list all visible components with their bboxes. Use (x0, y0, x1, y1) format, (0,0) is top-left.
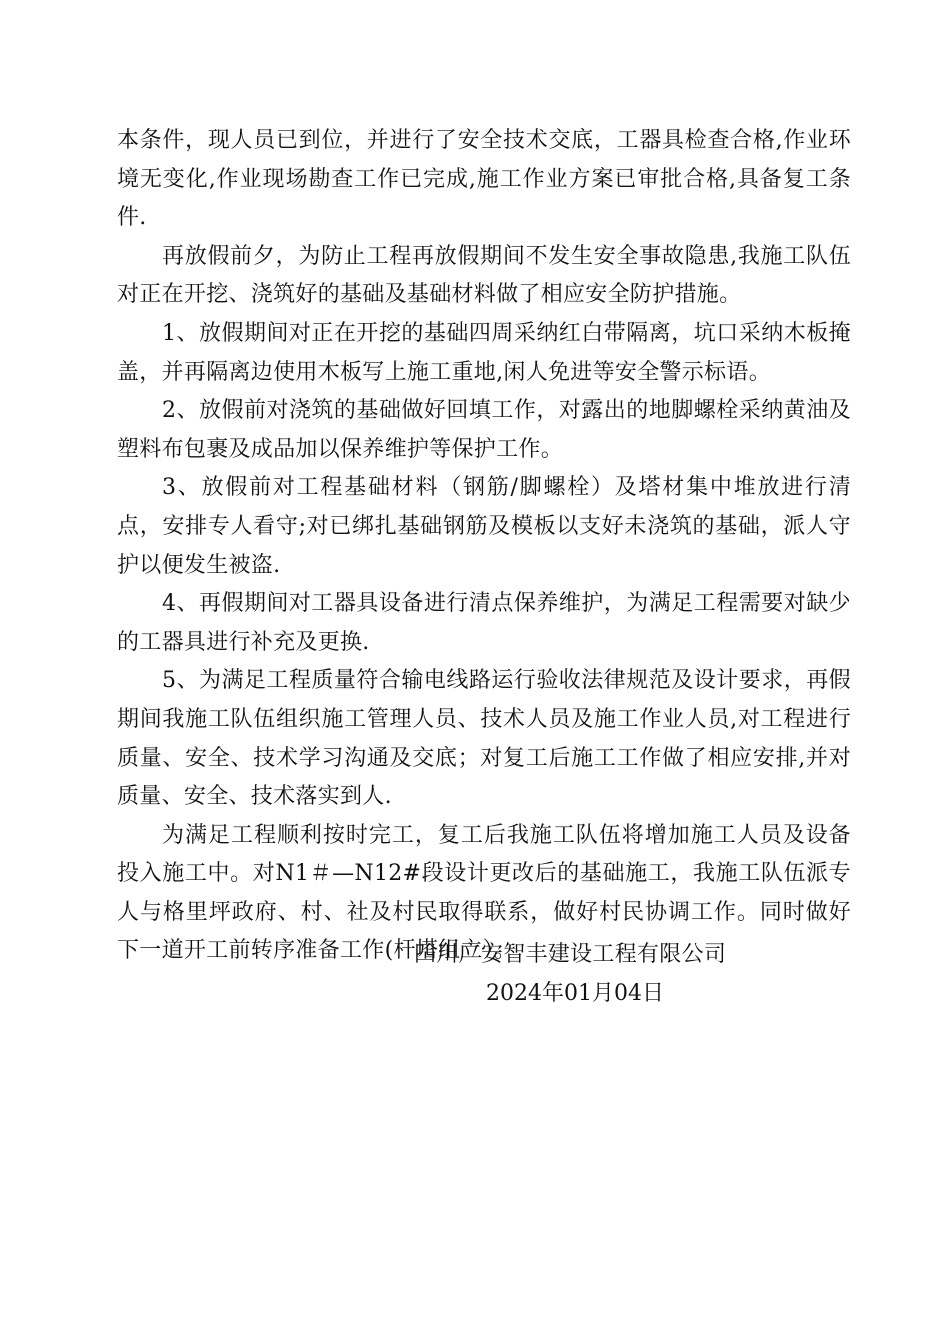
paragraph-continuation: 本条件，现人员已到位，并进行了安全技术交底，工器具检查合格,作业环境无变化,作业现场勘查工作已完成,施工作业方案已审批合格,具备复工条件. (117, 128, 851, 231)
paragraph-item-2: 2、放假前对浇筑的基础做好回填工作，对露出的地脚螺栓采纳黄油及塑料布包裹及成品加以保养维护等保护工作。 (117, 398, 851, 462)
paragraph-conclusion: 为满足工程顺利按时完工，复工后我施工队伍将增加施工人员及设备投入施工中。对N1＃—N12#段设计更改后的基础施工，我施工队伍派专人与格里坪政府、村、社及村民取得联系，做好村民协调工作。同时做好下一道开工前转序准备工作(杆塔组立）。 (117, 822, 851, 964)
paragraph-item-1: 1、放假期间对正在开挖的基础四周采纳红白带隔离，坑口采纳木板掩盖，并再隔离边使用木板写上施工重地,闲人免进等安全警示标语。 (117, 320, 851, 385)
document-body (117, 122, 851, 971)
paragraph-item-4: 4、再假期间对工器具设备进行清点保养维护，为满足工程需要对缺少的工器具进行补充及更换. (117, 591, 851, 655)
paragraph-item-3: 3、放假前对工程基础材料（钢筋/脚螺栓）及塔材集中堆放进行清点，安排专人看守;对已绑扎基础钢筋及模板以支好未浇筑的基础，派人守护以便发生被盗. (117, 475, 851, 578)
company-name: 四川广安智丰建设工程有限公司 (414, 942, 727, 967)
paragraph-item-5: 5、为满足工程质量符合输电线路运行验收法律规范及设计要求，再假期间我施工队伍组织施工管理人员、技术人员及施工作业人员,对工程进行质量、安全、技术学习沟通及交底；对复工后施工工作做了相应安排,并对质量、安全、技术落实到人. (117, 668, 851, 810)
paragraph-intro: 再放假前夕，为防止工程再放假期间不发生安全事故隐患,我施工队伍对正在开挖、浇筑好的基础及基础材料做了相应安全防护措施。 (117, 243, 851, 308)
document-date: 2024年01月04日 (486, 981, 664, 1006)
